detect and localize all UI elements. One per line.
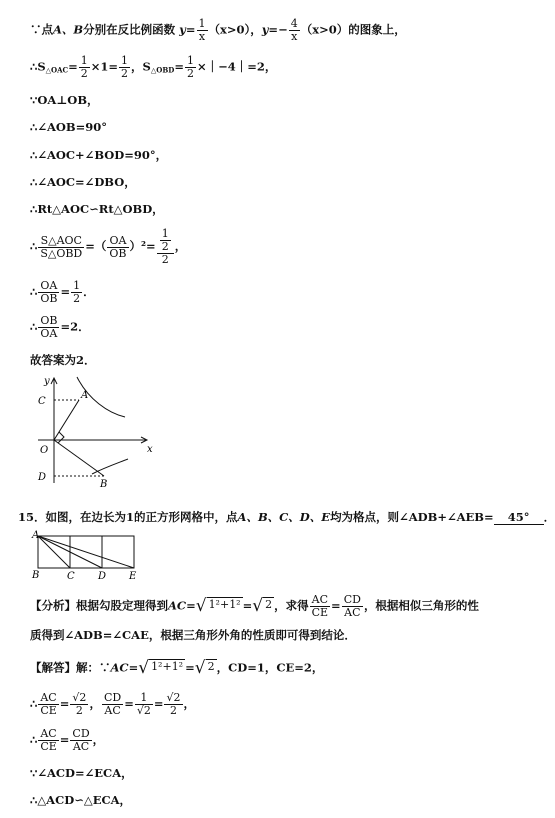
label-d: D (98, 571, 107, 582)
subscript: △OAC (45, 65, 69, 75)
numerator: AC (38, 692, 58, 705)
text: 【分析】根据勾股定理得到 (30, 598, 168, 613)
numerator: 1 (80, 54, 88, 67)
denominator: OB (109, 246, 127, 260)
numerator: √2 (166, 691, 181, 704)
label-a: A (81, 390, 89, 401)
numerator: OA (107, 235, 128, 248)
label-a: A (32, 530, 40, 541)
fraction (185, 55, 196, 80)
solution-line-2 (30, 692, 195, 717)
text: ，求得 (274, 598, 309, 613)
analysis-line-2: 质得到∠ADB=∠CAE，根据三角形外角的性质即可得到结论． (30, 628, 356, 642)
numerator: S△AOC (38, 235, 84, 248)
text: ∴ (30, 319, 38, 334)
text: = (59, 732, 70, 747)
fraction (38, 315, 59, 340)
line-angle-sum: ∴∠AOC+∠BOD=90°， (30, 148, 168, 162)
text: A、B、C、D、E (237, 510, 331, 524)
text: ，根据相似三角形的性 (363, 598, 479, 613)
fraction (160, 228, 171, 253)
denominator: CE (40, 740, 57, 753)
segment-ac (38, 536, 70, 568)
label-d: D (38, 472, 47, 483)
denominator: OB (40, 292, 58, 305)
fraction (135, 692, 153, 717)
text: ∴ (30, 239, 38, 253)
text: = (331, 598, 341, 613)
denominator: 2 (161, 240, 169, 253)
label-o: O (40, 445, 49, 456)
line-perpendicular: ∵OA⊥OB， (30, 93, 99, 107)
text: ， (92, 732, 105, 747)
numerator: 1 (198, 17, 206, 30)
denominator: x (198, 30, 206, 43)
complex-fraction (157, 228, 174, 266)
denominator: x (291, 30, 298, 43)
fraction (102, 692, 123, 717)
fraction (70, 692, 88, 717)
denominator: S△OBD (40, 246, 83, 260)
fraction (119, 55, 130, 80)
fraction (38, 728, 58, 753)
text: = (68, 59, 78, 74)
grid-figure (32, 530, 142, 582)
denominator: CE (311, 606, 329, 619)
denominator: 2 (186, 67, 194, 80)
numerator (157, 228, 174, 254)
text: = (242, 598, 253, 613)
fraction (71, 280, 82, 305)
text: （x>0）， (208, 22, 262, 37)
answer-blank: 45° (494, 512, 544, 525)
text: = (153, 696, 164, 711)
text: =2． (60, 319, 90, 334)
numerator: √2 (72, 691, 87, 704)
text: =（ (85, 239, 107, 253)
fraction (197, 18, 208, 43)
sqrt: √ 2 (252, 596, 273, 616)
text: y= (179, 22, 196, 37)
text: A、B (53, 22, 84, 37)
radicand: 2 (265, 598, 273, 611)
denominator: 2 (161, 253, 169, 266)
line-area-ratio (30, 228, 186, 266)
text: ∴ (30, 696, 38, 711)
denominator: 2 (121, 67, 129, 80)
fraction (164, 692, 182, 717)
text: 均为格点，则∠ADB+∠AEB= (330, 510, 494, 524)
text: = (174, 59, 184, 74)
solution-line-4: ∵∠ACD=∠ECA， (30, 766, 133, 780)
text: ∵点 (30, 22, 53, 37)
numerator: CD (343, 593, 361, 606)
numerator: CD (103, 691, 122, 704)
fraction (107, 235, 128, 260)
fraction (38, 235, 84, 260)
text: ． (543, 510, 555, 524)
numerator: 1 (121, 54, 129, 67)
line-angle-aob: ∴∠AOB=90° (30, 120, 108, 134)
text: = (185, 660, 195, 675)
denominator: CE (40, 704, 57, 717)
label-c: C (38, 396, 46, 407)
fraction (342, 594, 363, 619)
sqrt: √ 1²+1² (195, 596, 241, 616)
fraction (70, 728, 91, 753)
text: ，S (131, 59, 151, 74)
numerator: AC (310, 594, 330, 607)
solution-line-1 (30, 660, 323, 677)
text: ∴ (30, 732, 38, 747)
numerator: 1 (135, 692, 153, 705)
text: ， (89, 696, 101, 711)
numerator: CD (72, 727, 90, 740)
coordinate-figure (30, 373, 155, 488)
text: 15．如图，在边长为1的正方形网格中，点 (18, 510, 238, 524)
text: ， (174, 239, 187, 253)
fraction (310, 594, 330, 619)
fraction (38, 280, 59, 305)
line-areas (30, 55, 276, 80)
analysis-line-1 (30, 594, 479, 619)
numerator: 1 (186, 54, 194, 67)
text: ×｜−4｜=2， (196, 59, 277, 74)
text: ×1= (90, 59, 119, 74)
segment-oa (54, 400, 79, 440)
text: = (59, 696, 70, 711)
denominator: 2 (73, 292, 81, 305)
text: 【解答】解：∵ (30, 660, 111, 675)
sqrt: √ 2 (194, 658, 215, 678)
line-angle-equal: ∴∠AOC=∠DBO， (30, 175, 136, 189)
denominator: AC (344, 606, 361, 619)
label-b: B (32, 570, 40, 581)
fraction (289, 18, 300, 43)
denominator: √2 (136, 704, 151, 717)
line-ob-oa-ratio (30, 315, 90, 340)
label-c: C (67, 571, 75, 582)
text: ， (183, 696, 195, 711)
text: ）²= (129, 239, 156, 253)
segment-ob (54, 440, 104, 476)
segment-ae (38, 536, 134, 568)
denominator: AC (104, 704, 121, 717)
text: （x>0）的图象上， (300, 22, 406, 37)
text: = (124, 696, 134, 711)
text: ． (83, 284, 95, 299)
label-x: x (147, 444, 153, 455)
denominator: 2 (80, 67, 88, 80)
fraction (38, 692, 58, 717)
numerator: 4 (290, 17, 298, 30)
subscript: △OBD (150, 65, 175, 75)
numerator: AC (38, 728, 58, 741)
line-answer: 故答案为2． (30, 353, 96, 367)
numerator: 1 (161, 227, 169, 240)
radicand: 1²+1² (208, 598, 241, 611)
text: ∴ (30, 284, 38, 299)
line-given-points (30, 18, 406, 43)
label-e: E (129, 571, 137, 582)
denominator: OA (40, 327, 58, 340)
label-y: y (44, 376, 50, 387)
radicand: 1²+1² (151, 660, 184, 673)
solution-line-5: ∴△ACD∽△ECA， (30, 793, 132, 807)
denominator: 2 (169, 704, 177, 717)
text: AC= (168, 598, 196, 613)
curve-y-neg4-over-x (92, 459, 128, 474)
denominator: 2 (75, 704, 83, 717)
text: y=− (261, 22, 288, 37)
sqrt: √ 1²+1² (138, 658, 184, 678)
text: AC= (110, 660, 139, 675)
line-oa-ob-ratio (30, 280, 95, 305)
denominator: AC (72, 740, 90, 753)
solution-line-3 (30, 728, 104, 753)
label-b: B (100, 479, 108, 490)
line-similar: ∴Rt△AOC∽Rt△OBD， (30, 202, 164, 216)
numerator: OB (40, 314, 58, 327)
numerator: 1 (73, 279, 81, 292)
text: ，CD=1，CE=2， (216, 660, 324, 675)
numerator: OA (38, 280, 59, 293)
radicand: 2 (207, 660, 215, 673)
question-15 (18, 512, 555, 525)
text: = (60, 284, 71, 299)
right-angle-mark (58, 432, 64, 443)
text: ∴S (30, 59, 46, 74)
fraction (79, 55, 90, 80)
text: 分别在反比例函数 (83, 22, 176, 37)
